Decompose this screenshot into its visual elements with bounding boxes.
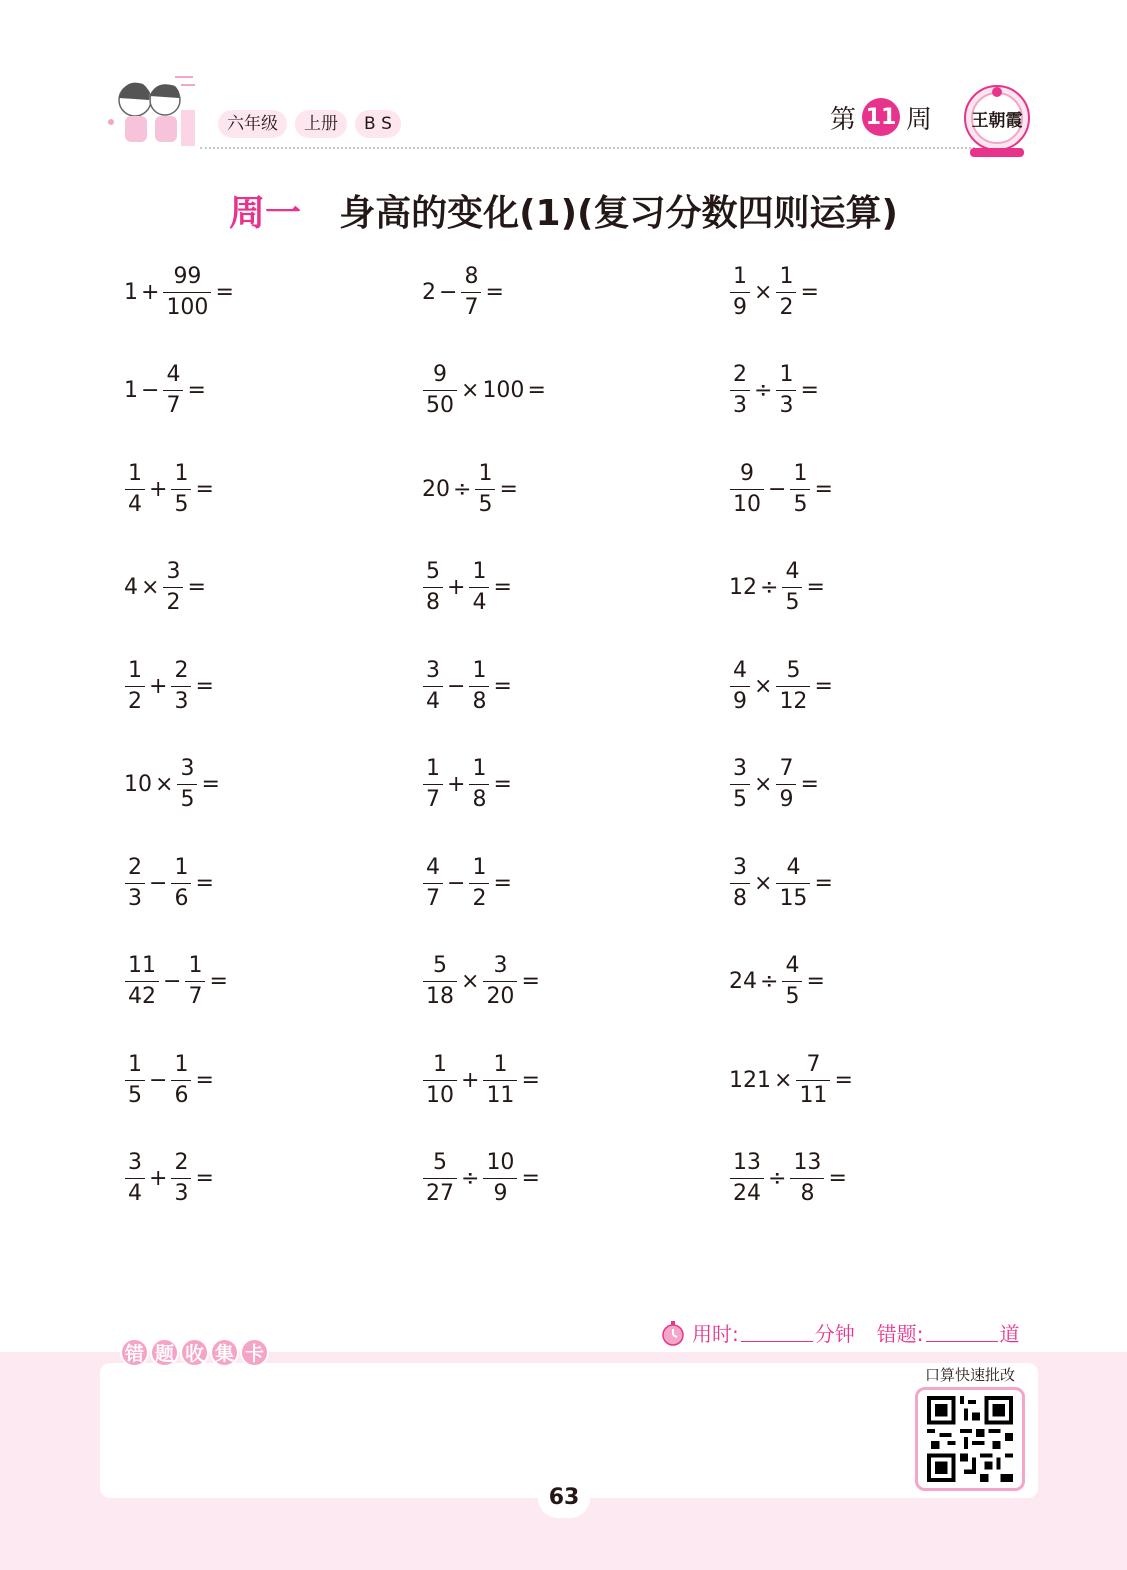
operator: × <box>754 279 773 305</box>
fraction <box>423 756 443 813</box>
fraction <box>423 559 443 616</box>
whole-number: 4 <box>124 574 138 600</box>
problem-19 <box>123 848 216 918</box>
operator: + <box>149 1165 168 1191</box>
lesson-topic: 身高的变化(1)(复习分数四则运算) <box>339 193 898 234</box>
whole-number: 100 <box>482 377 525 403</box>
denominator: 4 <box>125 489 145 518</box>
fraction <box>171 658 191 715</box>
problem-4 <box>123 355 208 425</box>
equals-sign: = <box>195 1067 214 1093</box>
denominator: 15 <box>776 883 810 912</box>
fraction <box>782 559 802 616</box>
equals-sign: = <box>521 1165 540 1191</box>
fraction <box>469 658 489 715</box>
fraction <box>776 362 796 419</box>
denominator: 7 <box>163 390 183 419</box>
numerator: 4 <box>785 952 800 978</box>
denominator: 8 <box>423 587 443 616</box>
problem-7 <box>123 454 216 524</box>
equals-sign: = <box>828 1165 847 1191</box>
denominator: 24 <box>730 1178 764 1207</box>
numerator: 1 <box>128 657 142 683</box>
numerator: 1 <box>128 460 142 486</box>
numerator: 1 <box>472 755 487 781</box>
numerator: 7 <box>779 755 794 781</box>
problem-30 <box>728 1143 849 1213</box>
day-label: 周一 <box>229 193 302 234</box>
denominator: 5 <box>782 587 802 616</box>
denominator: 7 <box>423 784 443 813</box>
fraction <box>469 756 489 813</box>
fraction <box>125 461 145 518</box>
fraction <box>125 1150 145 1207</box>
operator: × <box>461 377 480 403</box>
fraction <box>125 953 159 1010</box>
fraction <box>483 1150 517 1207</box>
denominator: 20 <box>483 981 517 1010</box>
fraction <box>730 658 750 715</box>
problem-1 <box>123 257 236 327</box>
numerator: 3 <box>426 657 440 683</box>
numerator: 4 <box>785 558 800 584</box>
operator: + <box>461 1067 480 1093</box>
fraction <box>423 855 443 912</box>
errors-blank[interactable] <box>926 1324 998 1342</box>
operator: − <box>447 673 466 699</box>
fraction <box>469 559 489 616</box>
equals-sign: = <box>195 870 214 896</box>
fraction <box>125 855 145 912</box>
denominator: 11 <box>796 1080 830 1109</box>
numerator: 3 <box>733 755 747 781</box>
problem-13 <box>123 651 216 721</box>
equals-sign: = <box>195 1165 214 1191</box>
numerator: 1 <box>493 1051 508 1077</box>
fraction <box>163 362 183 419</box>
week-number-badge: 11 <box>862 98 900 136</box>
equals-sign: = <box>800 377 819 403</box>
whole-number: 12 <box>729 574 757 600</box>
fraction <box>776 756 796 813</box>
grade-tag: 六年级 <box>218 110 287 138</box>
denominator: 8 <box>790 1178 824 1207</box>
timing-record <box>660 1318 1020 1347</box>
equals-sign: = <box>499 476 518 502</box>
card-title-char: 题 <box>150 1338 179 1367</box>
fraction <box>423 1052 457 1109</box>
denominator: 4 <box>423 686 443 715</box>
numerator: 2 <box>174 1149 189 1175</box>
card-title-char: 集 <box>210 1338 239 1367</box>
svg-text:王朝霞: 王朝霞 <box>971 111 1023 131</box>
numerator: 1 <box>174 854 189 880</box>
equals-sign: = <box>187 377 206 403</box>
problem-6 <box>728 355 821 425</box>
operator: − <box>439 279 458 305</box>
time-label: 用时: <box>692 1322 739 1346</box>
denominator: 5 <box>475 489 495 518</box>
equals-sign: = <box>493 870 512 896</box>
equals-sign: = <box>521 1067 540 1093</box>
numerator: 4 <box>733 657 747 683</box>
equals-sign: = <box>215 279 234 305</box>
numerator: 99 <box>173 263 202 289</box>
equals-sign: = <box>806 968 825 994</box>
denominator: 8 <box>469 686 489 715</box>
problem-3 <box>728 257 821 327</box>
whole-number: 1 <box>124 377 138 403</box>
fraction <box>730 461 764 518</box>
numerator: 1 <box>433 1051 447 1077</box>
whole-number: 24 <box>729 968 757 994</box>
equals-sign: = <box>187 574 206 600</box>
numerator: 5 <box>426 558 440 584</box>
numerator: 2 <box>174 657 189 683</box>
numerator: 9 <box>740 460 754 486</box>
denominator: 4 <box>125 1178 145 1207</box>
whole-number: 1 <box>124 279 138 305</box>
denominator: 12 <box>776 686 810 715</box>
card-title-char: 卡 <box>240 1338 269 1367</box>
whole-number: 121 <box>729 1067 771 1093</box>
denominator: 6 <box>171 883 191 912</box>
fraction <box>469 855 489 912</box>
equals-sign: = <box>493 771 512 797</box>
fraction <box>461 264 481 321</box>
stopwatch-icon <box>660 1320 686 1346</box>
operator: ÷ <box>760 574 779 600</box>
equals-sign: = <box>493 673 512 699</box>
equals-sign: = <box>195 673 214 699</box>
operator: − <box>141 377 160 403</box>
operator: × <box>155 771 174 797</box>
denominator: 2 <box>163 587 183 616</box>
equals-sign: = <box>201 771 220 797</box>
problem-14 <box>421 651 514 721</box>
numerator: 1 <box>188 952 203 978</box>
numerator: 4 <box>166 361 181 387</box>
denominator: 8 <box>469 784 489 813</box>
problem-21 <box>728 848 835 918</box>
equals-sign: = <box>527 377 546 403</box>
problem-25 <box>123 1045 216 1115</box>
fraction <box>782 953 802 1010</box>
operator: × <box>141 574 160 600</box>
problem-10 <box>123 552 208 622</box>
numerator: 1 <box>426 755 440 781</box>
page-number: 63 <box>538 1478 590 1518</box>
denominator: 3 <box>171 1178 191 1207</box>
operator: + <box>149 476 168 502</box>
problem-18 <box>728 749 821 819</box>
problem-29 <box>421 1143 542 1213</box>
numerator: 1 <box>779 263 794 289</box>
denominator: 3 <box>776 390 796 419</box>
fraction <box>483 1052 517 1109</box>
numerator: 1 <box>472 657 487 683</box>
numerator: 1 <box>793 460 808 486</box>
numerator: 4 <box>786 854 801 880</box>
operator: + <box>149 673 168 699</box>
denominator: 3 <box>125 883 145 912</box>
qr-label: 口算快速批改 <box>924 1366 1015 1384</box>
whole-number: 2 <box>422 279 436 305</box>
denominator: 10 <box>423 1080 457 1109</box>
denominator: 6 <box>171 1080 191 1109</box>
operator: + <box>447 574 466 600</box>
fraction <box>796 1052 830 1109</box>
denominator: 10 <box>730 489 764 518</box>
problem-2 <box>421 257 506 327</box>
denominator: 5 <box>177 784 197 813</box>
equals-sign: = <box>834 1067 853 1093</box>
equals-sign: = <box>814 870 833 896</box>
fraction <box>730 362 750 419</box>
fraction <box>125 1052 145 1109</box>
fraction <box>163 559 183 616</box>
fraction <box>483 953 517 1010</box>
problem-27 <box>728 1045 855 1115</box>
fraction <box>423 953 457 1010</box>
fraction <box>790 461 810 518</box>
operator: ÷ <box>461 1165 480 1191</box>
operator: + <box>447 771 466 797</box>
whole-number: 10 <box>124 771 152 797</box>
numerator: 9 <box>433 361 447 387</box>
operator: × <box>754 870 773 896</box>
operator: × <box>774 1067 793 1093</box>
quick-check-qr[interactable] <box>911 1362 1029 1494</box>
denominator: 7 <box>461 292 481 321</box>
fraction <box>171 855 191 912</box>
equals-sign: = <box>195 476 214 502</box>
problem-15 <box>728 651 835 721</box>
fraction <box>171 1150 191 1207</box>
numerator: 3 <box>166 558 181 584</box>
denominator: 9 <box>483 1178 517 1207</box>
fraction <box>730 756 750 813</box>
equals-sign: = <box>209 968 228 994</box>
week-prefix: 第 <box>830 104 857 135</box>
fraction <box>730 264 750 321</box>
problem-28 <box>123 1143 216 1213</box>
edition-tag: B S <box>355 110 401 138</box>
errors-label: 错题: <box>876 1322 924 1346</box>
equals-sign: = <box>814 673 833 699</box>
denominator: 4 <box>469 587 489 616</box>
operator: ÷ <box>453 476 472 502</box>
problem-16 <box>123 749 222 819</box>
fraction <box>730 855 750 912</box>
denominator: 5 <box>730 784 750 813</box>
numerator: 7 <box>806 1051 821 1077</box>
operator: − <box>163 968 182 994</box>
numerator: 3 <box>128 1149 142 1175</box>
fraction <box>125 658 145 715</box>
equals-sign: = <box>521 968 540 994</box>
numerator: 5 <box>433 952 447 978</box>
numerator: 4 <box>426 854 440 880</box>
fraction <box>423 1150 457 1207</box>
problem-11 <box>421 552 514 622</box>
problem-5 <box>421 355 548 425</box>
volume-tag: 上册 <box>295 110 347 138</box>
denominator: 9 <box>730 686 750 715</box>
operator: ÷ <box>754 377 773 403</box>
fraction <box>423 362 457 419</box>
equals-sign: = <box>806 574 825 600</box>
denominator: 2 <box>776 292 796 321</box>
denominator: 9 <box>776 784 796 813</box>
fraction <box>475 461 495 518</box>
denominator: 9 <box>730 292 750 321</box>
denominator: 7 <box>185 981 205 1010</box>
denominator: 18 <box>423 981 457 1010</box>
numerator: 1 <box>174 1051 189 1077</box>
numerator: 1 <box>472 558 487 584</box>
numerator: 1 <box>733 263 747 289</box>
qr-frame <box>915 1387 1025 1491</box>
equals-sign: = <box>485 279 504 305</box>
numerator: 1 <box>174 460 189 486</box>
denominator: 3 <box>171 686 191 715</box>
numerator: 1 <box>478 460 493 486</box>
operator: − <box>768 476 787 502</box>
problem-22 <box>123 946 230 1016</box>
fraction <box>185 953 205 1010</box>
numerator: 1 <box>779 361 794 387</box>
operator: + <box>141 279 160 305</box>
qr-code-icon <box>927 1396 1013 1482</box>
denominator: 100 <box>163 292 211 321</box>
numerator: 10 <box>486 1149 515 1175</box>
operator: − <box>149 1067 168 1093</box>
denominator: 5 <box>125 1080 145 1109</box>
problem-9 <box>728 454 835 524</box>
time-unit: 分钟 <box>814 1322 855 1346</box>
fraction <box>171 1052 191 1109</box>
denominator: 2 <box>469 883 489 912</box>
operator: − <box>149 870 168 896</box>
operator: − <box>447 870 466 896</box>
fraction <box>790 1150 824 1207</box>
numerator: 2 <box>733 361 747 387</box>
fraction <box>171 461 191 518</box>
denominator: 27 <box>423 1178 457 1207</box>
whole-number: 20 <box>422 476 450 502</box>
equals-sign: = <box>493 574 512 600</box>
equals-sign: = <box>814 476 833 502</box>
operator: × <box>754 771 773 797</box>
operator: × <box>754 673 773 699</box>
errors-unit: 道 <box>999 1322 1020 1346</box>
numerator: 13 <box>793 1149 822 1175</box>
denominator: 5 <box>171 489 191 518</box>
denominator: 11 <box>483 1080 517 1109</box>
problem-23 <box>421 946 542 1016</box>
equals-sign: = <box>800 771 819 797</box>
fraction <box>776 855 810 912</box>
numerator: 5 <box>433 1149 447 1175</box>
denominator: 3 <box>730 390 750 419</box>
denominator: 8 <box>730 883 750 912</box>
operator: ÷ <box>768 1165 787 1191</box>
numerator: 5 <box>786 657 801 683</box>
numerator: 8 <box>464 263 479 289</box>
operator: ÷ <box>760 968 779 994</box>
fraction <box>730 1150 764 1207</box>
denominator: 5 <box>782 981 802 1010</box>
denominator: 5 <box>790 489 810 518</box>
problem-26 <box>421 1045 542 1115</box>
operator: × <box>461 968 480 994</box>
problem-12 <box>728 552 827 622</box>
problem-8 <box>421 454 520 524</box>
equals-sign: = <box>800 279 819 305</box>
denominator: 2 <box>125 686 145 715</box>
fraction <box>177 756 197 813</box>
numerator: 13 <box>733 1149 761 1175</box>
numerator: 3 <box>733 854 747 880</box>
fraction <box>776 658 810 715</box>
numerator: 11 <box>128 952 156 978</box>
problem-24 <box>728 946 827 1016</box>
mistake-card-title <box>120 1338 269 1367</box>
fraction <box>776 264 796 321</box>
denominator: 42 <box>125 981 159 1010</box>
numerator: 2 <box>128 854 142 880</box>
card-title-char: 收 <box>180 1338 209 1367</box>
card-title-char: 错 <box>120 1338 149 1367</box>
week-suffix: 周 <box>906 104 933 135</box>
problem-17 <box>421 749 514 819</box>
denominator: 50 <box>423 390 457 419</box>
problem-20 <box>421 848 514 918</box>
numerator: 1 <box>472 854 487 880</box>
numerator: 3 <box>493 952 508 978</box>
fraction <box>163 264 211 321</box>
numerator: 1 <box>128 1051 142 1077</box>
time-blank[interactable] <box>741 1324 813 1342</box>
fraction <box>423 658 443 715</box>
denominator: 7 <box>423 883 443 912</box>
numerator: 3 <box>180 755 195 781</box>
